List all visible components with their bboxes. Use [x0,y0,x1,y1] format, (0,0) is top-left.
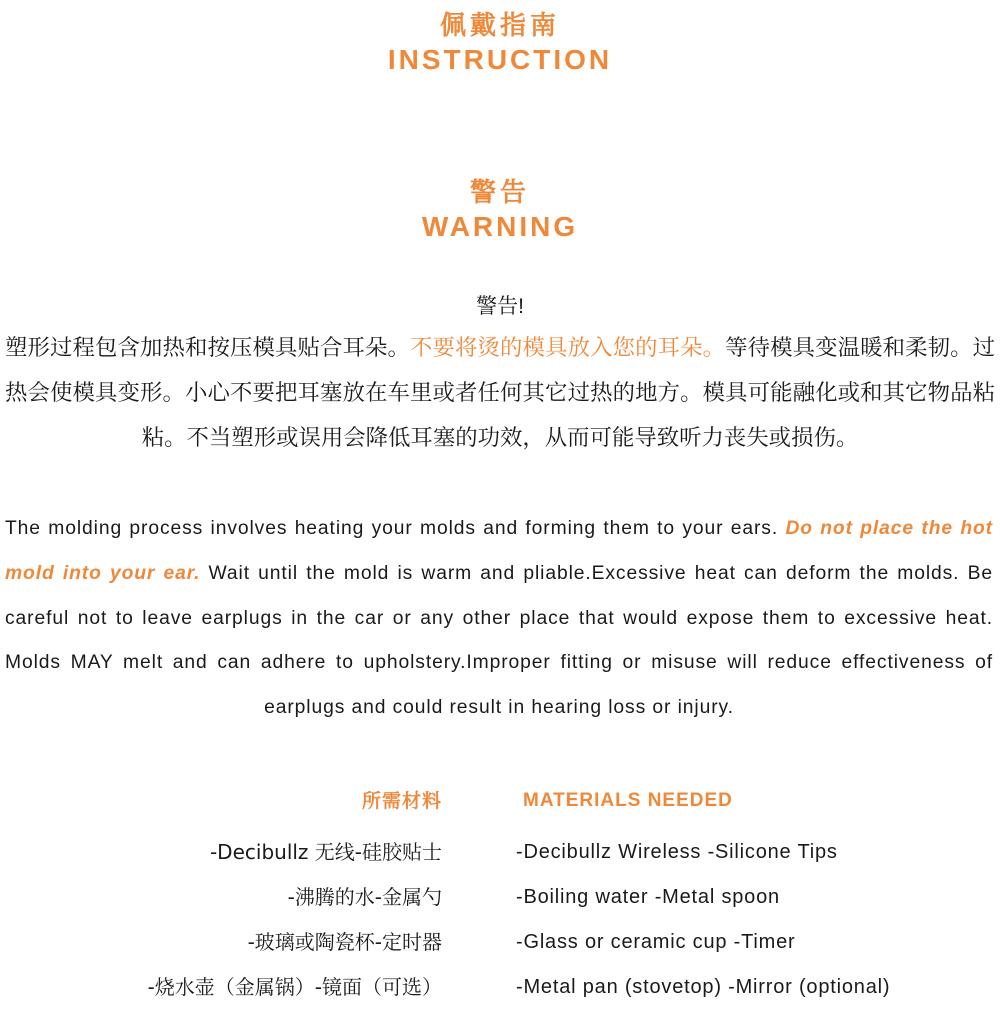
warning-text-cn-intro: 塑形过程包含加热和按压模具贴合耳朵。 [5,335,411,361]
material-item-en: -Glass or ceramic cup -Timer [516,931,796,953]
material-item-en: -Decibullz Wireless -Silicone Tips [516,841,838,863]
warning-heading-english: WARNING [421,211,579,242]
material-item-cn: -玻璃或陶瓷杯-定时器 [247,930,442,954]
warning-text-chinese [5,326,995,461]
materials-heading-english: MATERIALS NEEDED [523,790,733,811]
warning-text-en-emphasis: Do not place the hot mold into your ear. [5,518,993,584]
warning-heading-chinese: 警告 [469,178,530,208]
material-item-en: -Boiling water -Metal spoon [516,886,780,908]
material-item-cn: -沸腾的水-金属勺 [287,885,442,909]
material-item-cn: -Decibullz 无线-硅胶贴士 [209,840,442,864]
warning-text-cn-rest: 等待模具变温暖和柔韧。过热会使模具变形。小心不要把耳塞放在车里或者任何其它过热的地方。模具可能融化或和其它物品粘粘。不当塑形或误用会降低耳塞的功效，从而可能导致听力丧失或损伤。 [5,335,996,451]
warning-text-english [5,507,993,731]
title-chinese: 佩戴指南 [439,11,560,41]
materials-list-chinese [148,786,442,1010]
materials-heading-chinese: 所需材料 [361,790,442,812]
warning-text-en-rest: Wait until the mold is warm and pliable.Excessive heat can deform the molds. Be careful not to leave earplugs in the car or any other place that would expose them to excessive heat. Molds MAY melt and can adhere to upholstery.Improper fitting or misuse will reduce effectiveness of earplugs and could result in hearing loss or injury. [5,562,993,719]
warning-text-cn-emphasis: 不要将烫的模具放入您的耳朵。 [410,335,726,361]
materials-list-english [516,786,890,1010]
title-english: INSTRUCTION [387,44,613,75]
warning-label: 警告! [476,295,524,318]
material-item-cn: -烧水壶（金属锅）-镜面（可选） [147,975,442,999]
warning-text-en-intro: The molding process involves heating your molds and forming them to your ears. [5,518,779,539]
material-item-en: -Metal pan (stovetop) -Mirror (optional) [516,976,891,998]
